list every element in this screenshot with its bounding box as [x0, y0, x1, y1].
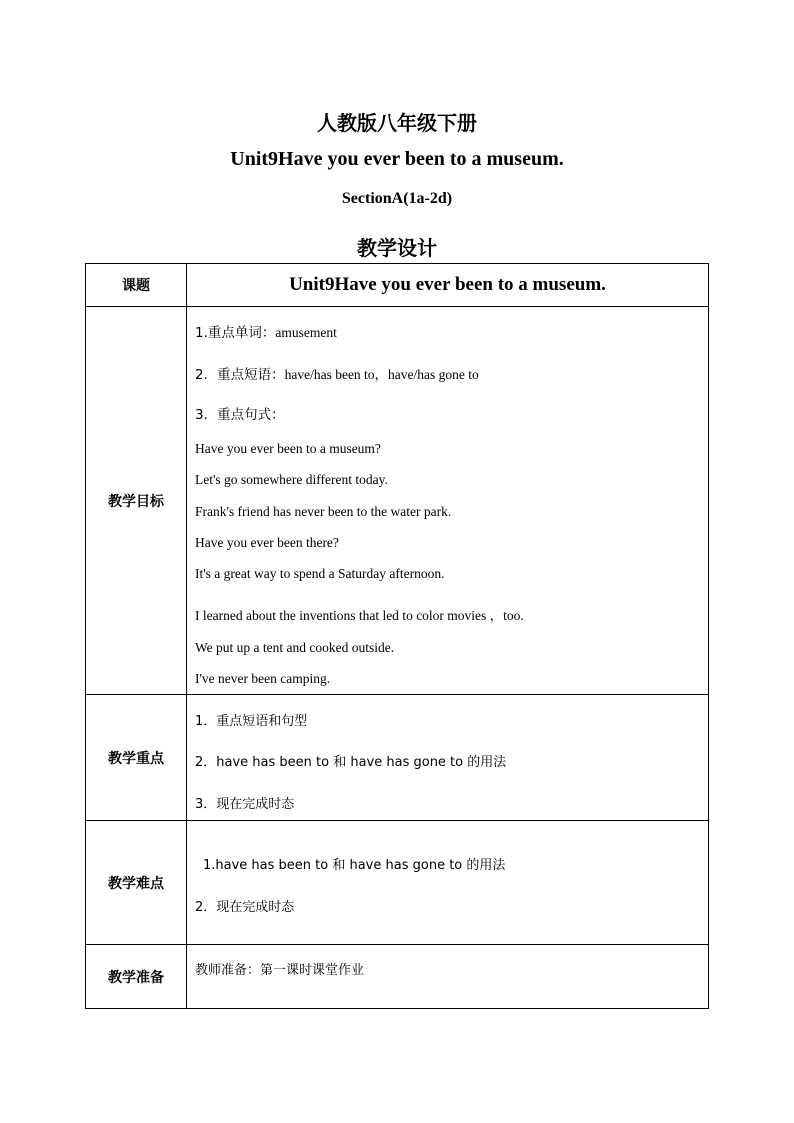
- key-points-row: [86, 695, 709, 821]
- sentence-line: I learned about the inventions that led to color movies ，too.: [195, 608, 524, 623]
- topic-label: 课题: [86, 264, 187, 307]
- difficult-points-row: [86, 821, 709, 945]
- document-title: 人教版八年级下册: [317, 111, 477, 135]
- goals-content: [187, 307, 709, 695]
- topic-value: Unit9Have you ever been to a museum.: [187, 264, 709, 307]
- key-point-item: 1．重点短语和句型: [195, 714, 308, 729]
- sentence-line: Let's go somewhere different today.: [195, 472, 388, 487]
- unit-title: Unit9Have you ever been to a museum.: [230, 148, 564, 170]
- difficult-points-label: 教学难点: [86, 821, 187, 945]
- key-point-item: 3．现在完成时态: [195, 797, 295, 812]
- design-heading: 教学设计: [357, 236, 437, 260]
- sentence-line: We put up a tent and cooked outside.: [195, 640, 395, 655]
- sentence-line: I've never been camping.: [195, 671, 331, 686]
- sentences-heading-text: 3．重点句式：: [195, 407, 285, 423]
- phrases-text: have/has been to，have/has gone to: [284, 367, 479, 382]
- preparation-content: [187, 945, 709, 1009]
- difficult-points-content: [187, 821, 709, 945]
- preparation-label: 教学准备: [86, 945, 187, 1009]
- preparation-row: [86, 945, 709, 1009]
- vocab-prefix: 1.重点单词：: [195, 325, 276, 341]
- key-points-label: 教学重点: [86, 695, 187, 821]
- sentence-line: Have you ever been there?: [195, 535, 339, 550]
- vocab-line: [187, 321, 337, 341]
- topic-row: [86, 264, 709, 307]
- sentence-line: It's a great way to spend a Saturday afternoon.: [195, 566, 445, 581]
- sentence-line: Frank's friend has never been to the water park.: [195, 504, 452, 519]
- key-point-item: 2．have has been to 和 have has gone to 的用法: [195, 755, 507, 770]
- difficult-point-item: 2．现在完成时态: [195, 900, 295, 915]
- phrases-prefix: 2．重点短语：: [195, 367, 285, 383]
- difficult-point-item: 1.have has been to 和 have has gone to 的用法: [203, 858, 506, 873]
- lesson-plan-table: [85, 263, 709, 1009]
- sentences-heading: [187, 403, 285, 423]
- phrases-line: [187, 363, 479, 383]
- goals-row: [86, 307, 709, 695]
- vocab-text: amusement: [275, 325, 337, 340]
- sentence-line: Have you ever been to a museum?: [195, 441, 381, 456]
- goals-label: 教学目标: [86, 307, 187, 695]
- key-points-content: [187, 695, 709, 821]
- preparation-text: 教师准备：第一课时课堂作业: [195, 963, 365, 978]
- section-title: SectionA(1a-2d): [341, 190, 453, 207]
